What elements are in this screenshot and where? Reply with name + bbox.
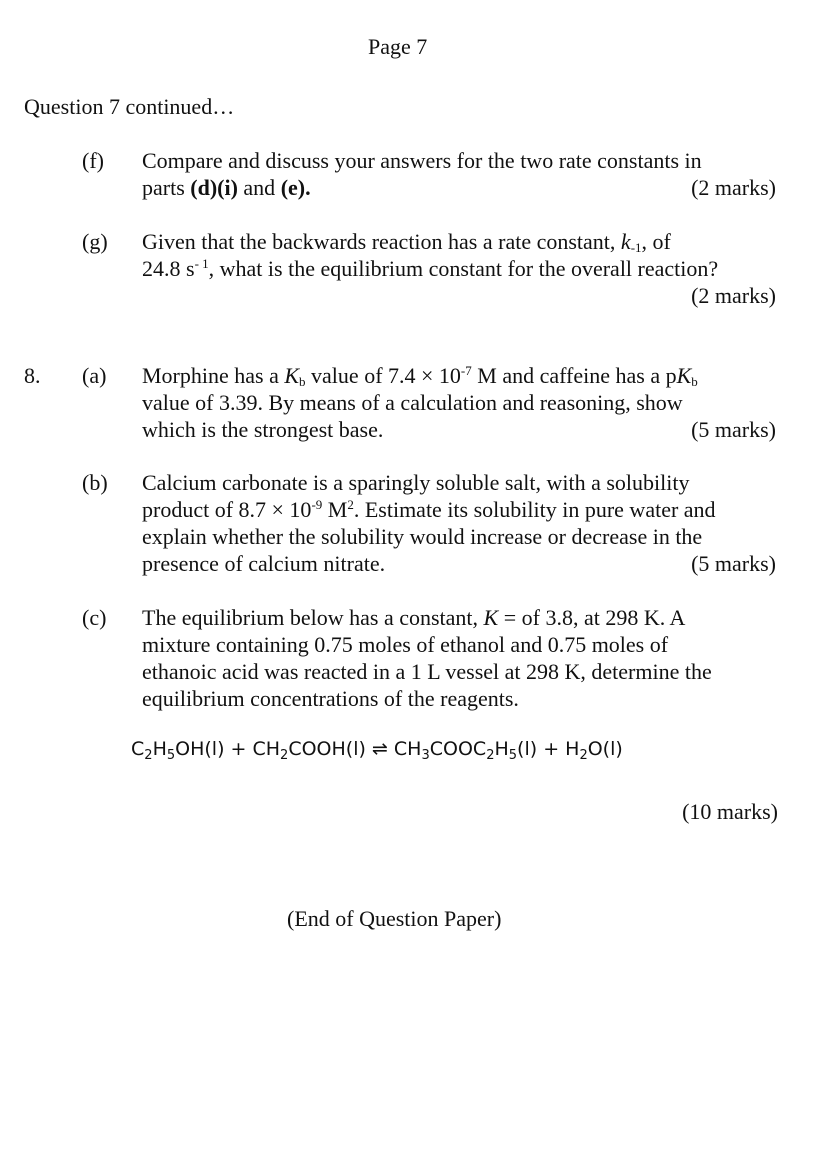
q7f-line-2-mid: and: [237, 175, 281, 200]
q7f-ref-e: (e).: [280, 175, 311, 200]
q8a-label: (a): [82, 363, 107, 388]
q7f-label: (f): [82, 148, 104, 173]
q8b-line-2: [142, 496, 716, 523]
q8a-pk: K: [676, 363, 692, 388]
eq-part: H: [494, 738, 509, 760]
q7g-line-2: [142, 255, 718, 282]
q8c-k: K: [483, 605, 499, 630]
q7g-line-2-pre: 24.8 s: [142, 256, 195, 281]
q8a-mid2: M and caffeine has a p: [471, 363, 677, 388]
q7f-line-2-pre: parts: [142, 175, 191, 200]
q8a-mid: value of 7.4 × 10: [305, 363, 461, 388]
eq-sub: 5: [166, 748, 176, 763]
q8c-post: = of 3.8, at 298 K. A: [498, 605, 686, 630]
q8c-line-1: [142, 604, 685, 631]
eq-part: (l) + H: [517, 738, 580, 760]
q8c-marks: (10 marks): [682, 799, 778, 824]
q7g-line-1-pre: Given that the backwards reaction has a rate constant,: [142, 229, 621, 254]
eq-sub: 3: [421, 748, 430, 763]
q7g-s-sup: - 1: [194, 256, 209, 271]
eq-part: O(l): [587, 738, 623, 760]
q8b-post: . Estimate its solubility in pure water and: [353, 497, 716, 522]
q8c-line-4: equilibrium concentrations of the reagents.: [142, 686, 519, 711]
q8a-marks: (5 marks): [691, 417, 776, 442]
q7f-line-1: Compare and discuss your answers for the two rate constants in: [142, 148, 702, 173]
q8c-label: (c): [82, 605, 107, 630]
q7g-line-1: [142, 228, 671, 255]
q8b-pre: product of 8.7 × 10: [142, 497, 312, 522]
continued-heading: Question 7 continued…: [24, 94, 235, 119]
q7f-marks: (2 marks): [691, 175, 776, 200]
q8c-pre: The equilibrium below has a constant,: [142, 605, 484, 630]
q8b-exp: -9: [311, 497, 323, 512]
q7g-marks: (2 marks): [691, 283, 776, 308]
eq-sub: 2: [280, 748, 289, 763]
q8b-unit: M: [322, 497, 348, 522]
q8a-k-sub: b: [299, 374, 306, 389]
eq-part: OH(l) + CH: [175, 738, 281, 760]
eq-sub: 2: [486, 748, 495, 763]
eq-sub: 2: [144, 748, 153, 763]
q8b-line-4: presence of calcium nitrate.: [142, 551, 386, 576]
eq-sub: 2: [579, 748, 588, 763]
eq-part: COOH(l) ⇌ CH: [288, 738, 422, 760]
end-of-paper: (End of Question Paper): [287, 906, 502, 931]
eq-part: H: [152, 738, 167, 760]
q8-number: 8.: [24, 363, 41, 388]
q7g-k: k: [620, 229, 631, 254]
q8b-line-3: explain whether the solubility would increase or decrease in the: [142, 524, 703, 549]
q7g-line-1-post: , of: [641, 229, 671, 254]
q8a-k: K: [284, 363, 300, 388]
q8a-exp: -7: [460, 363, 472, 378]
q7f-ref-di: (d)(i): [190, 175, 238, 200]
q8b-marks: (5 marks): [691, 551, 776, 576]
q8b-unit-exp: 2: [347, 497, 354, 512]
q8a-line-3: which is the strongest base.: [142, 417, 384, 442]
q7g-line-2-post: , what is the equilibrium constant for the overall reaction?: [208, 256, 719, 281]
q7f-line-2: [142, 174, 311, 201]
q8a-pk-sub: b: [691, 374, 698, 389]
q8a-line-1: [142, 362, 698, 389]
q8b-label: (b): [82, 470, 108, 495]
q8a-pre: Morphine has a: [142, 363, 285, 388]
eq-part: C: [131, 738, 145, 760]
q8c-line-3: ethanoic acid was reacted in a 1 L vessel at 298 K, determine the: [142, 659, 712, 684]
chemical-equation: [131, 736, 623, 763]
q8c-line-2: mixture containing 0.75 moles of ethanol and 0.75 moles of: [142, 632, 669, 657]
page-header: Page 7: [368, 34, 428, 59]
q7g-k-sub: -1: [630, 240, 642, 255]
q8a-line-2: value of 3.39. By means of a calculation and reasoning, show: [142, 390, 683, 415]
eq-sub: 5: [508, 748, 518, 763]
eq-part: COOC: [429, 738, 487, 760]
q8b-line-1: Calcium carbonate is a sparingly soluble salt, with a solubility: [142, 470, 690, 495]
q7g-label: (g): [82, 229, 108, 254]
